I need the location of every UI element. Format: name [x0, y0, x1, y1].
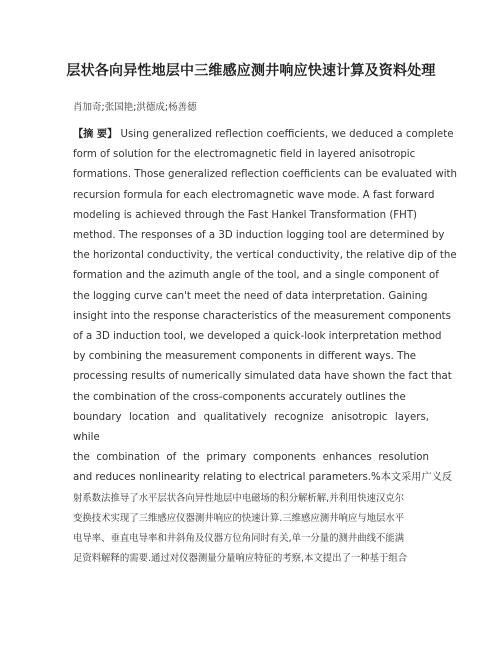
- document-title: 层状各向异性地层中三维感应测井响应快速计算及资料处理: [66, 63, 436, 79]
- abstract-line: by combining the measurement components in different ways. The: [73, 351, 417, 363]
- abstract-line: method. The responses of a 3D induction logging tool are determined by: [73, 230, 445, 242]
- abstract-line: the logging curve can't meet the need of data interpretation. Gaining: [73, 290, 428, 302]
- abstract-label: 【摘 要】: [73, 129, 118, 140]
- abstract-line-cn: 射系数法推导了水平层状各向异性地层中电磁场的积分解析解,并利用快速汉克尔: [73, 492, 405, 504]
- abstract-line: modeling is achieved through the Fast Hankel Transformation (FHT): [73, 209, 418, 221]
- abstract-line: recursion formula for each electromagnetic wave mode. A fast forward: [73, 189, 435, 201]
- author-list: 肖加奇;张国艳;洪德成;杨善德: [73, 102, 197, 113]
- abstract-line-text: Using generalized reflection coefficients, we deduced a complete: [120, 129, 454, 140]
- abstract-line: boundary location and qualitatively recognize anisotropic layers, while: [73, 411, 429, 444]
- abstract-line: the horizontal conductivity, the vertical conductivity, the relative dip of the: [73, 250, 457, 262]
- abstract-line: and reduces nonlinearity relating to electrical parameters.%本文采用广义反: [73, 472, 453, 484]
- abstract-line: formation and the azimuth angle of the tool, and a single component of: [73, 270, 439, 282]
- abstract-line: of a 3D induction tool, we developed a quick-look interpretation method: [73, 331, 442, 343]
- abstract-line: processing results of numerically simulated data have shown the fact that: [73, 371, 452, 383]
- abstract-line: the combination of the cross-components accurately outlines the: [73, 391, 406, 403]
- abstract-line: [73, 125, 454, 145]
- abstract-line: form of solution for the electromagnetic field in layered anisotropic: [73, 149, 416, 161]
- abstract-line-cn: 变换技术实现了三维感应仪器测井响应的快速计算.三维感应测井响应与地层水平: [73, 512, 405, 524]
- abstract-line-cn: 电导率、垂直电导率和井斜角及仪器方位角同时有关,单一分量的测井曲线不能满: [73, 533, 405, 545]
- abstract-line: formations. Those generalized reflection coefficients can be evaluated with: [73, 169, 457, 181]
- abstract: [73, 125, 457, 569]
- abstract-line-cn: 足资料解释的需要.通过对仪器测量分量响应特征的考察,本文提出了一种基于组合: [73, 553, 408, 565]
- abstract-line: the combination of the primary components enhances resolution: [73, 452, 429, 464]
- abstract-line: insight into the response characteristics of the measurement components: [73, 310, 451, 322]
